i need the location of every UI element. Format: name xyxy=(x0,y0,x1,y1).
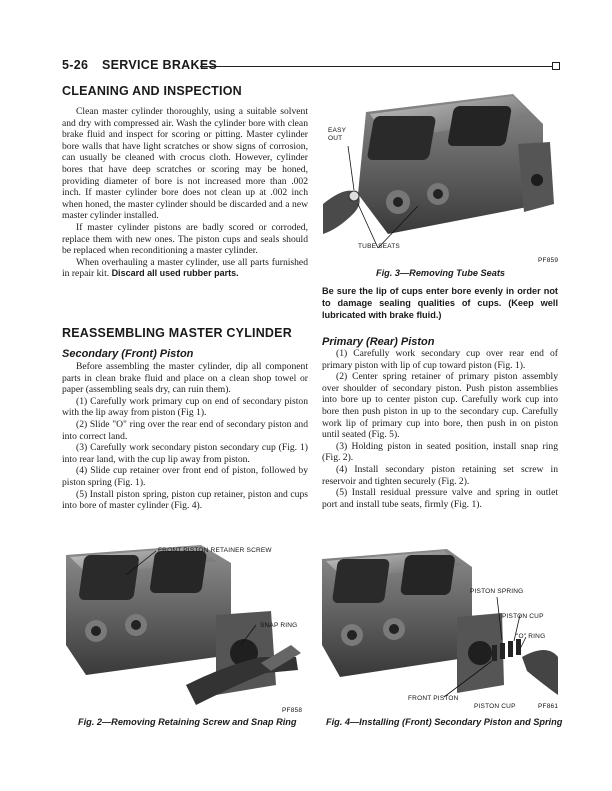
fig3-photo xyxy=(318,84,558,266)
primary-piston-subheading: Primary (Rear) Piston xyxy=(322,336,435,348)
secondary-step: (3) Carefully work secondary piston secondary cup (Fig. 1) into rear land, with the cup lip away from piston. xyxy=(62,442,308,465)
cleaning-paragraph-2: If master cylinder pistons are badly scored or corroded, replace them with new ones. The piston cups and seals should be replaced when reconditioning a master cylinder. xyxy=(62,221,308,257)
label-easy-out: EASY OUT xyxy=(328,127,347,142)
primary-step: (1) Carefully work secondary cup over rear end of primary piston with lip of cup toward piston (Fig. 1). xyxy=(322,348,558,371)
label-front-piston-retainer-screw: FRONT PISTON RETAINER SCREW xyxy=(158,547,272,554)
primary-step: (5) Install residual pressure valve and spring in outlet port and install tube seats, firmly (Fig. 1). xyxy=(322,487,558,510)
secondary-piston-subheading: Secondary (Front) Piston xyxy=(62,348,194,360)
secondary-intro: Before assembling the master cylinder, dip all component parts in clean brake fluid and place on a clean shop towel or paper (assembling seals dry, can ruin them). xyxy=(62,361,308,396)
discard-note: Discard all used rubber parts. xyxy=(111,268,239,279)
section-title: SERVICE BRAKES xyxy=(102,58,218,72)
secondary-step: (5) Install piston spring, piston cup retainer, piston and cups into bore of master cylinder (Fig. 4). xyxy=(62,488,308,512)
figure-code: PF858 xyxy=(282,707,303,714)
label-o-ring: "O" RING xyxy=(516,633,546,640)
header-rule-end-box xyxy=(552,62,560,70)
secondary-step: (1) Carefully work primary cup on end of secondary piston with the lip away from piston (Fig 1). xyxy=(62,395,308,419)
cleaning-heading: CLEANING AND INSPECTION xyxy=(62,84,242,98)
primary-step: (2) Center spring retainer of primary piston assembly over shoulder of secondary piston. Push piston assemblies into bore up to center piston cup. Carefully work cup into bore then push piston in up to the secondary cup. Carefully work lip of primary cup into bore, then push in on piston until seated (Fig. 5). xyxy=(322,371,558,441)
secondary-step: (2) Slide "O" ring over the rear end of secondary piston and into correct land. xyxy=(62,418,308,442)
label-piston-cup-bottom: PISTON CUP xyxy=(474,703,516,710)
primary-piston-body xyxy=(322,348,558,510)
primary-step: (4) Install secondary piston retaining set screw in reservoir and tighten securely (Fig. 2). xyxy=(322,463,558,487)
secondary-piston-body xyxy=(62,361,308,512)
master-cylinder-snap-ring-image xyxy=(66,545,306,715)
cup-lip-note: Be sure the lip of cups enter bore evenly in order not to damage sealing qualities of cups. (Keep well lubricated with brake fluid.) xyxy=(322,286,558,320)
cleaning-body xyxy=(62,106,308,280)
fig4-caption: Fig. 4—Installing (Front) Secondary Piston and Spring xyxy=(326,717,563,727)
secondary-step: (4) Slide cup retainer over front end of piston, followed by piston spring (Fig. 1). xyxy=(62,465,308,488)
cleaning-paragraph-3: When overhauling a master cylinder, use all parts furnished in repair kit. Discard all used rubber parts. xyxy=(62,256,308,280)
master-cylinder-piston-install-image xyxy=(322,545,560,713)
page-number: 5-26 xyxy=(62,58,89,72)
figure-code: PF859 xyxy=(538,257,559,264)
header-rule xyxy=(200,66,552,67)
fig2-caption: Fig. 2—Removing Retaining Screw and Snap Ring xyxy=(78,717,297,727)
primary-step: (3) Holding piston in seated position, install snap ring (Fig. 2). xyxy=(322,440,558,464)
label-piston-cup-top: PISTON CUP xyxy=(502,613,544,620)
label-front-piston: FRONT PISTON xyxy=(408,695,459,702)
label-snap-ring: SNAP RING xyxy=(260,622,298,629)
label-tube-seats: TUBE SEATS xyxy=(358,243,400,250)
fig2-photo xyxy=(66,545,306,715)
master-cylinder-tube-seats-image xyxy=(318,84,558,266)
label-piston-spring: PISTON SPRING xyxy=(470,588,524,595)
fig3-caption: Fig. 3—Removing Tube Seats xyxy=(376,268,505,278)
page-header xyxy=(62,58,217,72)
figure-code: PF861 xyxy=(538,703,559,710)
cleaning-paragraph-1: Clean master cylinder thoroughly, using a suitable solvent and dry with compressed air. Wash the cylinder bore with clean brake fluid and inspect for scoring or pitting. Master cylinder bore walls that have light scratches or show signs of corrosion, can usually be cleaned with crocus cloth. However, cylinder bores that have deep scratches or scoring may be honed, providing diameter of bore is not increased more than .002 inch. If master cylinder bore does not clean up at .002 inch when honed, the master cylinder should be discarded and a new master cylinder installed. xyxy=(62,106,308,222)
reassembling-heading: REASSEMBLING MASTER CYLINDER xyxy=(62,326,292,340)
fig4-photo xyxy=(322,545,560,713)
